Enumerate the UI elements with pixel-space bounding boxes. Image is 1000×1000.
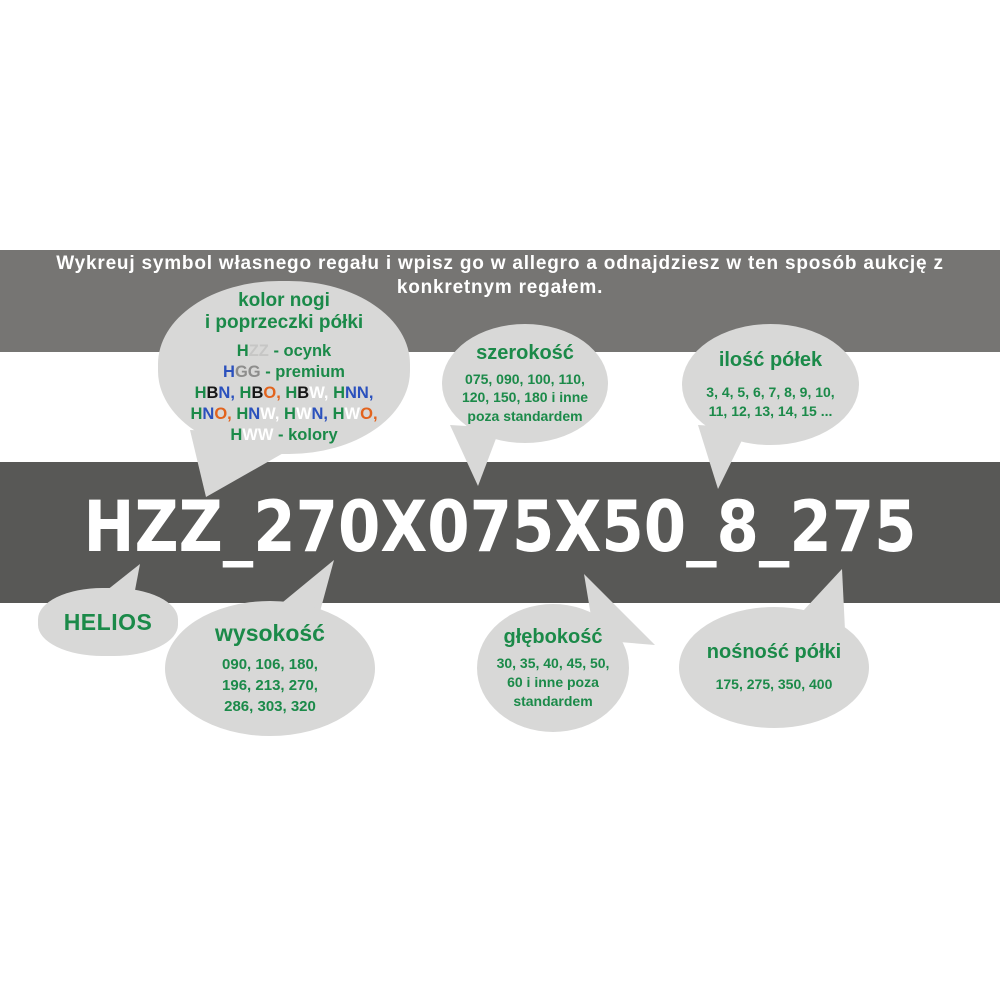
headline-line1: Wykreuj symbol własnego regału i wpisz go w allegro a odnajdziesz w ten sposób aukcję z bbox=[56, 253, 944, 274]
szerokosc-bubble bbox=[442, 324, 608, 443]
product-code: HZZ_270X075X50_8_275 bbox=[83, 486, 917, 568]
wysokosc-values-line: 196, 213, 270, bbox=[222, 676, 318, 694]
helios-brand-label: HELIOS bbox=[63, 608, 153, 635]
kolor-bubble bbox=[158, 281, 410, 454]
glebokosc-values-line: 30, 35, 40, 45, 50, bbox=[496, 654, 610, 671]
wysokosc-values-line: 090, 106, 180, bbox=[222, 655, 318, 673]
wysokosc-bubble bbox=[165, 601, 375, 736]
glebokosc-bubble bbox=[477, 604, 629, 732]
glebokosc-bubble-title: głębokość bbox=[503, 625, 603, 648]
ilosc-polek-bubble-title: ilość półek bbox=[718, 348, 823, 371]
ilosc-polek-values bbox=[706, 383, 834, 421]
szerokosc-values-line: 120, 150, 180 i inne bbox=[461, 389, 589, 406]
wysokosc-values bbox=[222, 654, 318, 717]
glebokosc-values-line: 60 i inne poza bbox=[507, 673, 599, 690]
kolor-code-line: HWW - kolory bbox=[230, 425, 338, 444]
ilosc-polek-bubble bbox=[682, 324, 859, 445]
ilosc-polek-values-line: 11, 12, 13, 14, 15 ... bbox=[708, 402, 833, 419]
kolor-code-line: HBN, HBO, HBW, HNN, bbox=[194, 383, 374, 402]
szerokosc-values bbox=[462, 370, 588, 426]
nosnosc-polki-bubble bbox=[679, 607, 869, 728]
szerokosc-values-line: 075, 090, 100, 110, bbox=[465, 370, 585, 387]
szerokosc-values-line: poza standardem bbox=[467, 407, 583, 424]
wysokosc-bubble-title: wysokość bbox=[215, 619, 325, 646]
glebokosc-values bbox=[497, 654, 610, 711]
kolor-code-list bbox=[190, 341, 377, 446]
kolor-bubble-title-line2: i poprzeczki półki bbox=[204, 311, 364, 333]
nosnosc-polki-values bbox=[716, 675, 833, 694]
kolor-code-line: HGG - premium bbox=[223, 362, 345, 381]
kolor-bubble-title-line1: kolor nogi bbox=[238, 289, 330, 311]
helios-bubble bbox=[38, 588, 178, 656]
nosnosc-polki-values-line: 175, 275, 350, 400 bbox=[715, 676, 833, 692]
ilosc-polek-values-line: 3, 4, 5, 6, 7, 8, 9, 10, bbox=[706, 383, 835, 400]
headline-line2: konkretnym regałem. bbox=[396, 277, 604, 298]
wysokosc-values-line: 286, 303, 320 bbox=[224, 697, 316, 715]
kolor-code-line: HNO, HNW, HWN, HWO, bbox=[190, 404, 378, 423]
szerokosc-bubble-title: szerokość bbox=[476, 341, 574, 364]
nosnosc-polki-bubble-title: nośność półki bbox=[706, 641, 842, 663]
kolor-code-line: HZZ - ocynk bbox=[236, 341, 332, 360]
glebokosc-values-line: standardem bbox=[513, 692, 593, 709]
